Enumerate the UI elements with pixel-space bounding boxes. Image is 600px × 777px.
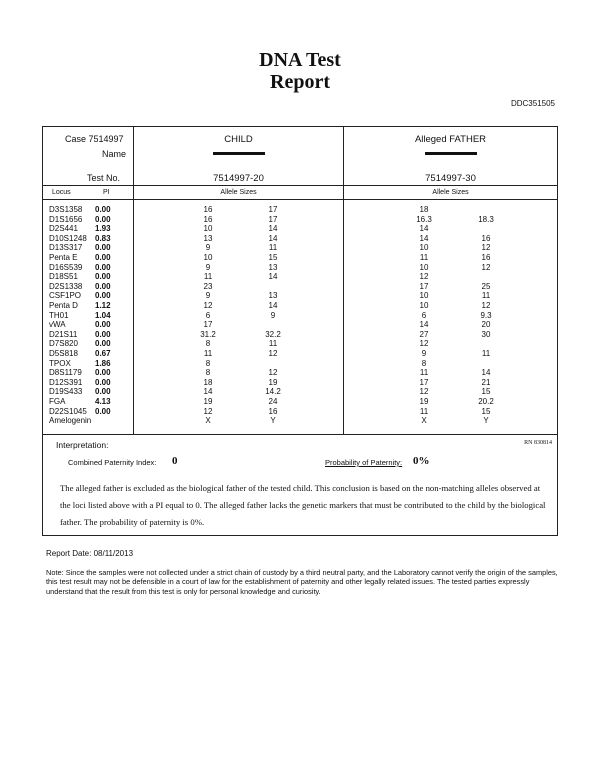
table-row (43, 272, 557, 282)
father-allele-2: 12 (481, 243, 491, 253)
locus-cell: D10S1248 (49, 233, 87, 243)
child-allele-2: 12 (268, 368, 278, 378)
father-allele-header: Allele Sizes (432, 189, 469, 196)
child-allele-2: 9 (270, 310, 276, 320)
father-allele-2: 20.2 (478, 397, 494, 406)
paternity-probability-label: Probability of Paternity: (325, 458, 403, 467)
father-allele-2: 21 (481, 377, 491, 387)
child-allele-2: 14 (268, 224, 278, 234)
results-box (42, 126, 558, 536)
pi-cell: 0.00 (95, 243, 111, 253)
father-allele-1: 9 (421, 349, 427, 358)
child-allele-1: 8 (205, 368, 211, 378)
father-allele-2: 16 (481, 253, 491, 262)
table-row (43, 215, 557, 225)
father-allele-2: 15 (481, 387, 491, 397)
locus-cell: CSF1PO (49, 291, 82, 301)
child-allele-1: 10 (203, 224, 213, 234)
locus-cell: TPOX (49, 358, 71, 368)
locus-cell: D19S433 (49, 387, 83, 397)
pi-cell: 0.00 (95, 253, 111, 262)
table-row (43, 349, 557, 359)
child-allele-1: 9 (205, 262, 211, 272)
father-allele-1: 12 (419, 339, 429, 349)
table-row (43, 282, 557, 292)
locus-cell: Penta E (49, 253, 78, 262)
pi-cell: 0.00 (95, 272, 111, 282)
child-allele-1: 8 (205, 358, 211, 368)
child-test-no: 7514997-20 (213, 173, 264, 184)
table-row (43, 339, 557, 349)
name-label: Name (102, 149, 127, 159)
father-allele-1: 12 (419, 272, 429, 282)
child-allele-1: 14 (203, 387, 213, 397)
locus-cell: D13S317 (49, 243, 83, 253)
father-allele-2: 18.3 (478, 214, 494, 224)
father-allele-1: 16.3 (416, 214, 432, 224)
father-allele-1: 19 (419, 397, 429, 406)
father-allele-1: 11 (419, 406, 429, 416)
father-allele-2: 20 (481, 320, 491, 330)
pi-cell: 0.00 (95, 291, 111, 301)
child-allele-1: 16 (203, 214, 213, 224)
father-allele-2: 11 (481, 291, 491, 301)
child-allele-1: 12 (203, 301, 213, 310)
locus-cell: D8S1179 (49, 368, 82, 378)
father-header: Alleged FATHER (414, 134, 487, 145)
locus-cell: FGA (49, 397, 66, 406)
locus-cell: vWA (49, 320, 66, 330)
father-allele-1: 17 (419, 281, 429, 291)
table-bottom-rule (43, 434, 557, 435)
child-allele-1: 16 (203, 205, 213, 214)
locus-cell: D3S1358 (49, 205, 83, 214)
child-allele-1: 8 (205, 339, 211, 349)
table-row (43, 378, 557, 388)
subheader-bottom-rule (43, 199, 557, 200)
table-row (43, 359, 557, 369)
child-allele-2: 19 (268, 377, 278, 387)
table-row (43, 397, 557, 407)
pi-cell: 0.00 (95, 262, 111, 272)
table-row (43, 387, 557, 397)
father-allele-1: 10 (419, 301, 429, 310)
locus-cell: D21S11 (49, 329, 78, 339)
child-allele-1: 6 (205, 310, 211, 320)
report-title-line1: DNA Test (259, 49, 341, 71)
child-allele-1: 11 (203, 349, 213, 358)
table-row (43, 224, 557, 234)
pi-cell: 0.00 (95, 368, 111, 378)
locus-cell: D2S1338 (49, 281, 83, 291)
father-allele-1: 10 (419, 243, 429, 253)
locus-cell: D1S1656 (49, 214, 83, 224)
pi-cell: 1.12 (95, 301, 111, 310)
child-allele-2: Y (270, 416, 276, 426)
child-allele-2: 14 (268, 301, 278, 310)
table-row (43, 234, 557, 244)
table-row (43, 243, 557, 253)
child-allele-1: 23 (203, 281, 213, 291)
father-allele-1: 27 (419, 329, 429, 339)
father-allele-2: 25 (481, 281, 491, 291)
child-allele-2: 12 (268, 349, 278, 358)
pi-cell: 0.67 (95, 349, 111, 358)
father-allele-1: 18 (419, 205, 429, 214)
table-row (43, 263, 557, 273)
father-allele-2: 12 (481, 262, 491, 272)
table-row (43, 330, 557, 340)
child-allele-2: 13 (268, 262, 278, 272)
pi-cell: 0.00 (95, 281, 111, 291)
cpi-value: 0 (172, 455, 178, 467)
father-allele-2: 9.3 (480, 310, 492, 320)
father-allele-2: Y (483, 416, 489, 426)
paternity-probability-value: 0% (413, 455, 430, 467)
father-allele-2: 30 (481, 329, 491, 339)
child-allele-2: 15 (268, 253, 278, 262)
table-row (43, 291, 557, 301)
father-allele-2: 14 (481, 368, 491, 378)
locus-cell: TH01 (49, 310, 69, 320)
father-allele-2: 12 (481, 301, 491, 310)
child-allele-2: 32.2 (265, 329, 281, 339)
child-allele-2: 16 (268, 406, 278, 416)
father-allele-2: 11 (481, 349, 491, 358)
pi-cell: 0.00 (95, 329, 111, 339)
pi-cell: 4.13 (95, 397, 111, 406)
child-allele-2: 14.2 (265, 387, 281, 397)
father-allele-1: 14 (419, 224, 429, 234)
pi-cell: 0.00 (95, 205, 111, 214)
child-allele-1: 13 (203, 233, 213, 243)
locus-cell: D16S539 (49, 262, 83, 272)
locus-cell: D2S441 (49, 224, 78, 234)
father-allele-1: 12 (419, 387, 429, 397)
locus-header: Locus (52, 189, 71, 196)
father-allele-1: 8 (421, 358, 427, 368)
father-allele-1: 11 (419, 253, 429, 262)
rn-code: RN 830814 (524, 440, 552, 446)
child-allele-2: 17 (268, 205, 278, 214)
table-row (43, 311, 557, 321)
father-allele-1: 10 (419, 262, 429, 272)
table-row (43, 205, 557, 215)
child-allele-1: 18 (203, 377, 213, 387)
child-allele-1: 9 (205, 291, 211, 301)
pi-header: PI (103, 189, 110, 196)
child-allele-1: 31.2 (200, 329, 216, 339)
father-allele-1: 6 (421, 310, 427, 320)
table-row (43, 407, 557, 417)
child-allele-1: 12 (203, 406, 213, 416)
locus-cell: D12S391 (49, 377, 83, 387)
child-allele-2: 11 (268, 243, 278, 253)
child-allele-2: 17 (268, 214, 278, 224)
report-title-line2: Report (270, 71, 330, 93)
table-row (43, 320, 557, 330)
locus-cell: D22S1045 (49, 406, 87, 416)
father-allele-2: 16 (481, 233, 491, 243)
cpi-label: Combined Paternity Index: (68, 458, 157, 467)
pi-cell: 0.00 (95, 406, 111, 416)
table-row (43, 301, 557, 311)
child-allele-1: 17 (203, 320, 213, 330)
subheader-top-rule (43, 185, 557, 186)
child-name-redacted (213, 152, 265, 155)
pi-cell: 1.04 (95, 310, 111, 320)
child-allele-2: 24 (268, 397, 278, 406)
pi-cell: 0.00 (95, 214, 111, 224)
father-allele-1: X (421, 416, 427, 426)
test-no-label: Test No. (87, 173, 121, 183)
father-name-redacted (425, 152, 477, 155)
pi-cell: 0.83 (95, 233, 111, 243)
locus-cell: D5S818 (49, 349, 78, 358)
father-allele-1: 14 (419, 233, 429, 243)
child-allele-1: 10 (203, 253, 213, 262)
locus-cell: D7S820 (49, 339, 78, 349)
locus-cell: Amelogenin (49, 416, 92, 426)
father-allele-2: 15 (481, 406, 491, 416)
disclaimer-note: Note: Since the samples were not collected under a strict chain of custody by a third neutral party, and the Laboratory cannot verify the origin of the samples, this test result may not be defensible in a court of law for the establishment of paternity and other legally related issues. The tested parties expressly understand that the result from this test is only for personal knowledge and curiosity. (46, 568, 558, 596)
reference-code: DDC351505 (510, 99, 555, 108)
locus-cell: Penta D (49, 301, 78, 310)
father-allele-1: 10 (419, 291, 429, 301)
pi-cell: 1.93 (95, 224, 111, 234)
interpretation-label: Interpretation: (56, 440, 109, 450)
child-allele-1: X (205, 416, 211, 426)
child-allele-2: 11 (268, 339, 278, 349)
father-allele-1: 11 (419, 368, 429, 378)
child-allele-1: 9 (205, 243, 211, 253)
pi-cell: 0.00 (95, 387, 111, 397)
table-row (43, 416, 557, 426)
father-allele-1: 17 (419, 377, 429, 387)
child-allele-1: 19 (203, 397, 213, 406)
locus-cell: D18S51 (49, 272, 78, 282)
table-row (43, 253, 557, 263)
child-header: CHILD (224, 134, 253, 145)
child-allele-2: 13 (268, 291, 278, 301)
pi-cell: 0.00 (95, 377, 111, 387)
child-allele-2: 14 (268, 272, 278, 282)
child-allele-1: 11 (203, 272, 213, 282)
father-test-no: 7514997-30 (425, 173, 476, 184)
child-allele-header: Allele Sizes (220, 189, 257, 196)
child-allele-2: 14 (268, 233, 278, 243)
conclusion-text: The alleged father is excluded as the biological father of the tested child. This conclusion is based on the non-matching alleles observed at the loci listed above with a PI equal to 0. The alleged father lacks the genetic markers that must be contributed to the child by the biological father. The probability of paternity is 0%. (60, 483, 546, 527)
pi-cell: 0.00 (95, 339, 111, 349)
report-date: Report Date: 08/11/2013 (46, 549, 134, 558)
table-row (43, 368, 557, 378)
pi-cell: 1.86 (95, 358, 111, 368)
pi-cell: 0.00 (95, 320, 111, 330)
father-allele-1: 14 (419, 320, 429, 330)
case-label: Case 7514997 (65, 134, 124, 144)
